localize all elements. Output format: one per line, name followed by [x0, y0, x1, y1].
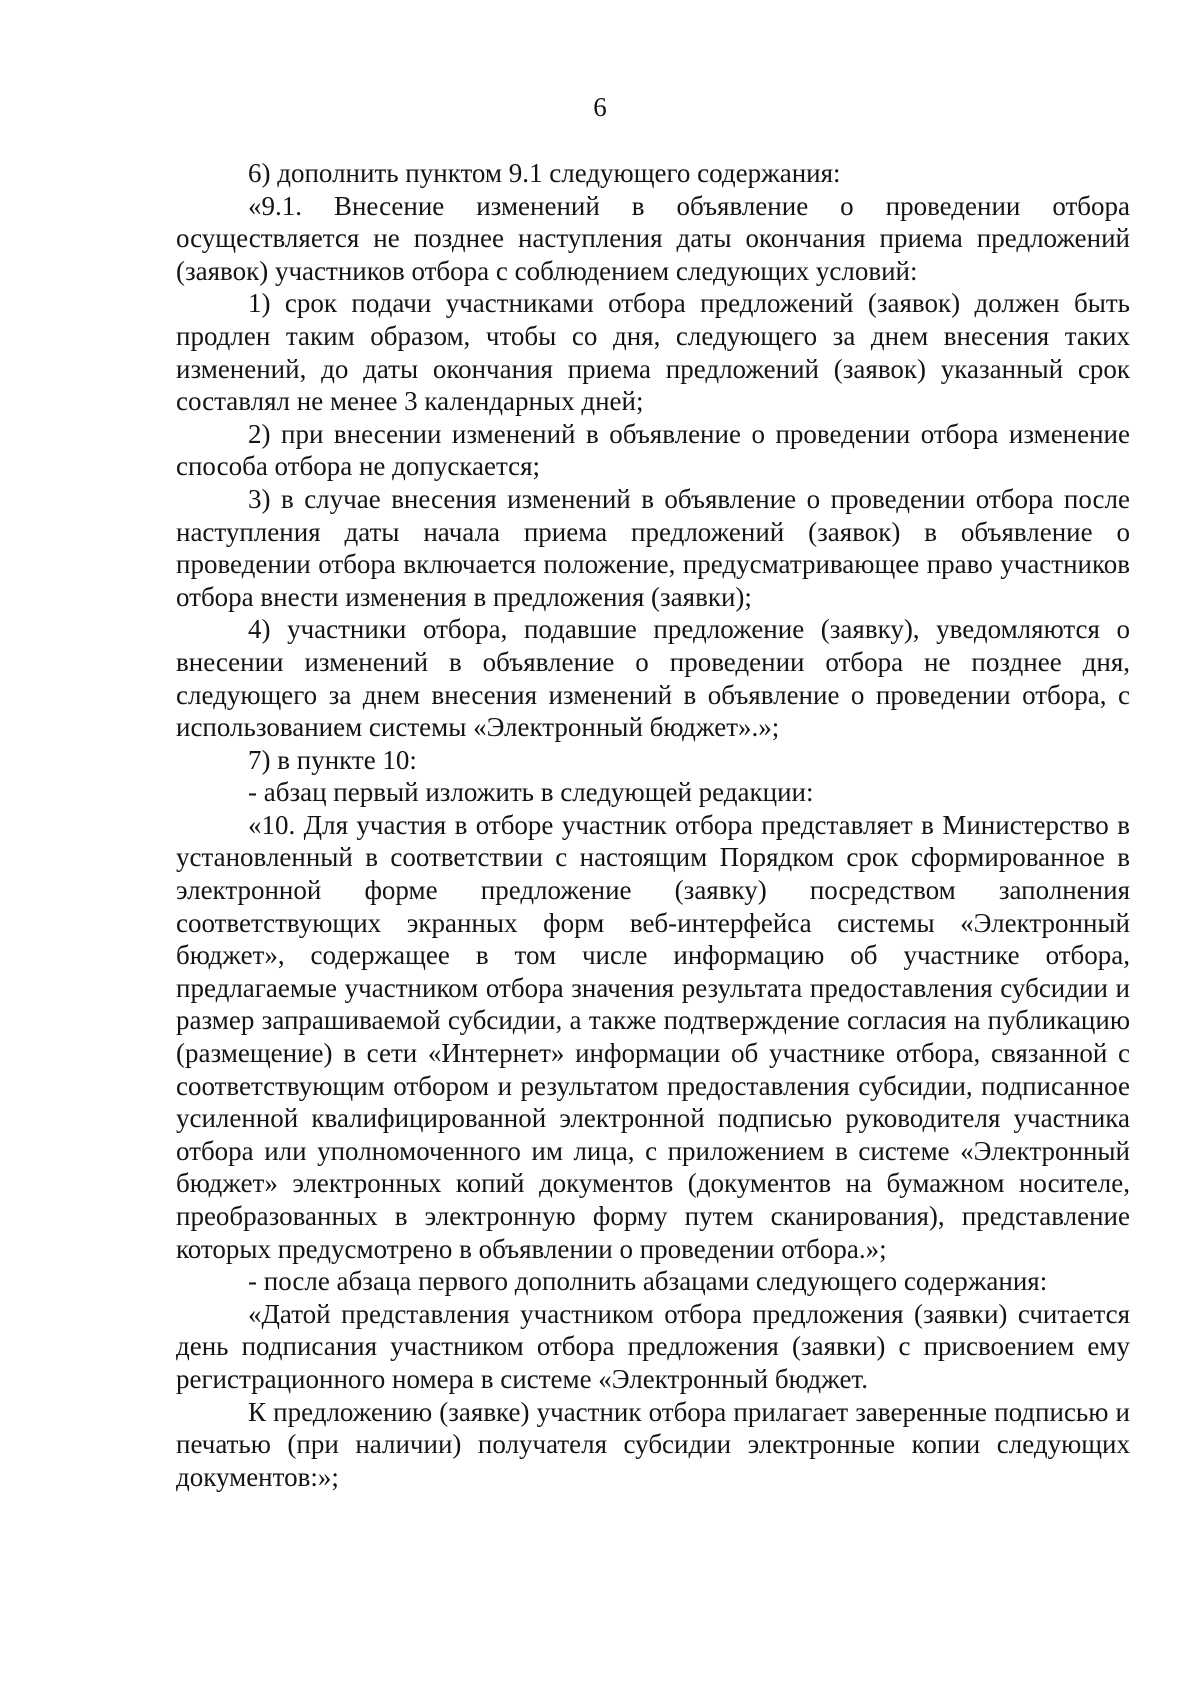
paragraph-condition-3: 3) в случае внесения изменений в объявление о проведении отбора после наступления даты начала приема предложений (заявок) в объявление о проведении отбора включается положение, предусматривающее право участников отбора внести изменения в предложения (заявки); [176, 483, 1130, 612]
paragraph-point-9-1: «9.1. Внесение изменений в объявление о проведении отбора осуществляется не позднее наступления даты окончания приема предложений (заявок) участников отбора с соблюдением следующих условий: [176, 190, 1130, 286]
paragraph-item-6-intro: 6) дополнить пунктом 9.1 следующего содержания: [248, 158, 841, 188]
page-number: 6 [593, 92, 607, 122]
paragraph-submission-date: «Датой представления участником отбора предложения (заявки) считается день подписания участником отбора предложения (заявки) с присвоением ему регистрационного номера в системе «Электронный бюджет. [176, 1298, 1130, 1394]
document-body [176, 157, 1130, 1493]
paragraph-condition-2: 2) при внесении изменений в объявление о проведении отбора изменение способа отбора не допускается; [176, 418, 1130, 482]
paragraph-first-abzac-instruction: - абзац первый изложить в следующей редакции: [248, 777, 814, 808]
paragraph-point-10: «10. Для участия в отборе участник отбора представляет в Министерство в установленный в соответствии с настоящим Порядком срок сформированное в электронной форме предложение (заявку) посредством заполнения соответствующих экранных форм веб-интерфейса системы «Электронный бюджет», содержащее в том числе информацию об участнике отбора, предлагаемые участником отбора значения результата предоставления субсидии и размер запрашиваемой субсидии, а также подтверждение согласия на публикацию (размещение) в сети «Интернет» информации об участнике отбора, связанной с соответствующим отбором и результатом предоставления субсидии, подписанное усиленной квалифицированной электронной подписью руководителя участника отбора или уполномоченного им лица, с приложением в системе «Электронный бюджет» электронных копий документов (документов на бумажном носителе, преобразованных в электронную форму путем сканирования), представление которых предусмотрено в объявлении о проведении отбора.»; [176, 809, 1130, 1264]
paragraph-condition-1: 1) срок подачи участниками отбора предложений (заявок) должен быть продлен таким образом, чтобы со дня, следующего за днем внесения таких изменений, до даты окончания приема предложений (заявок) указанный срок составлял не менее 3 календарных дней; [176, 288, 1130, 417]
paragraph-condition-4: 4) участники отбора, подавшие предложение (заявку), уведомляются о внесении изменений в объявление о проведении отбора не позднее дня, следующего за днем внесения изменений в объявление о проведении отбора, с использованием системы «Электронный бюджет».»; [176, 614, 1130, 743]
paragraph-item-7-intro: 7) в пункте 10: [248, 744, 417, 775]
paragraph-attached-documents: К предложению (заявке) участник отбора прилагает заверенные подписью и печатью (при наличии) получателя субсидии электронные копии следующих документов:»; [176, 1396, 1130, 1492]
paragraph-addition-instruction: - после абзаца первого дополнить абзацами следующего содержания: [248, 1266, 1048, 1297]
